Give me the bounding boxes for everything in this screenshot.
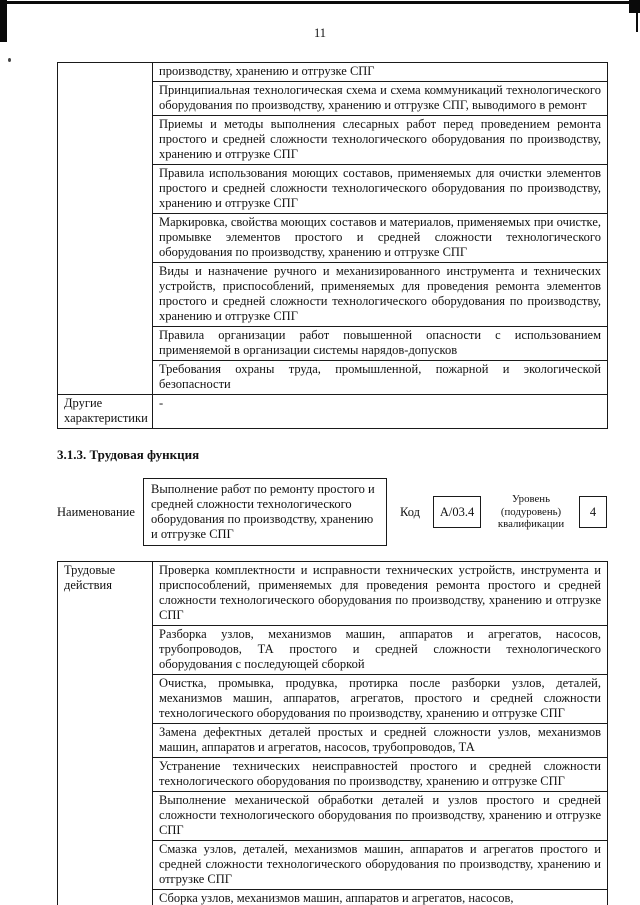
labor-action-text: Устранение технических неисправностей простого и средней сложности технологического оборудования по производству, хранению и отгрузке СПГ <box>153 758 608 792</box>
knowledge-row-text: Правила использования моющих составов, применяемых для очистки элементов простого и средней сложности технологического оборудования по производству, хранению и отгрузке СПГ <box>153 165 608 214</box>
labor-action-text: Выполнение механической обработки деталей и узлов простого и средней сложности технологического оборудования по производству, хранению и отгрузке СПГ <box>153 792 608 841</box>
knowledge-row-text: Правила организации работ повышенной опасности с использованием применяемой в организации системы нарядов-допусков <box>153 327 608 361</box>
knowledge-row-text: производству, хранению и отгрузке СПГ <box>153 63 608 82</box>
qualification-level-value: 4 <box>579 496 607 528</box>
function-name-value: Выполнение работ по ремонту простого и средней сложности технологического оборудования по производству, хранению и отгрузке СПГ <box>143 478 387 546</box>
function-header <box>57 478 608 546</box>
labor-actions-label: Трудовые действия <box>58 562 153 905</box>
labor-actions-table <box>57 561 608 905</box>
knowledge-row-text: Принципиальная технологическая схема и схема коммуникаций технологического оборудования по производству, хранению и отгрузке СПГ, выводимого в ремонт <box>153 82 608 116</box>
scan-artifact-top-edge <box>0 1 640 4</box>
function-code-label: Код <box>400 504 420 519</box>
labor-action-text: Замена дефектных деталей простых и средней сложности узлов, механизмов машин, аппаратов и агрегатов, насосов, трубопроводов, ТА <box>153 724 608 758</box>
scan-artifact-dot <box>8 58 11 62</box>
page-content <box>57 62 608 905</box>
other-characteristics-label: Другие характеристики <box>58 395 153 429</box>
labor-action-text: Разборка узлов, механизмов машин, аппаратов и агрегатов, насосов, трубопроводов, ТА простого и средней сложности технологического оборудования с последующей сборкой <box>153 626 608 675</box>
labor-action-text: Смазка узлов, деталей, механизмов машин, аппаратов и агрегатов простого и средней сложности технологического оборудования по производству, хранению и отгрузке СПГ <box>153 841 608 890</box>
labor-action-text: Очистка, промывка, продувка, протирка после разборки узлов, деталей, механизмов машин, аппаратов, агрегатов, простого и средней сложности технологического оборудования по производству, хранению и отгрузке СПГ <box>153 675 608 724</box>
labor-action-text: Сборка узлов, механизмов машин, аппаратов и агрегатов, насосов, <box>153 890 608 905</box>
section-heading: 3.1.3. Трудовая функция <box>57 447 200 462</box>
knowledge-label-cell-empty <box>58 63 153 395</box>
knowledge-row-text: Маркировка, свойства моющих составов и материалов, применяемых при очистке, промывке элементов простого и средней сложности технологического оборудования по производству, хранению и отгрузке СПГ <box>153 214 608 263</box>
knowledge-row-text: Приемы и методы выполнения слесарных работ перед проведением ремонта простого и средней сложности технологического оборудования по производству, хранению и отгрузке СПГ <box>153 116 608 165</box>
table-row <box>58 562 608 626</box>
function-code-value: А/03.4 <box>433 496 481 528</box>
scan-artifact-right-corner <box>629 0 640 13</box>
labor-action-text: Проверка комплектности и исправности технических устройств, инструмента и приспособлений, применяемых для проведения ремонта простого и средней сложности технологического оборудования по производству, хранению и отгрузке СПГ <box>153 562 608 626</box>
table-row <box>58 395 608 429</box>
knowledge-row-text: Виды и назначение ручного и механизированного инструмента и технических устройств, приспособлений, применяемых для проведения ремонта элементов простого и средней сложности технологического оборудования по производству, хранению и отгрузке СПГ <box>153 263 608 327</box>
knowledge-table <box>57 62 608 429</box>
other-characteristics-value: - <box>153 395 608 429</box>
table-row <box>58 63 608 82</box>
qualification-level-label: Уровень (подуровень) квалификации <box>497 493 565 531</box>
function-name-label: Наименование <box>57 504 135 519</box>
page-number: 11 <box>313 26 327 40</box>
knowledge-row-text: Требования охраны труда, промышленной, пожарной и экологической безопасности <box>153 361 608 395</box>
